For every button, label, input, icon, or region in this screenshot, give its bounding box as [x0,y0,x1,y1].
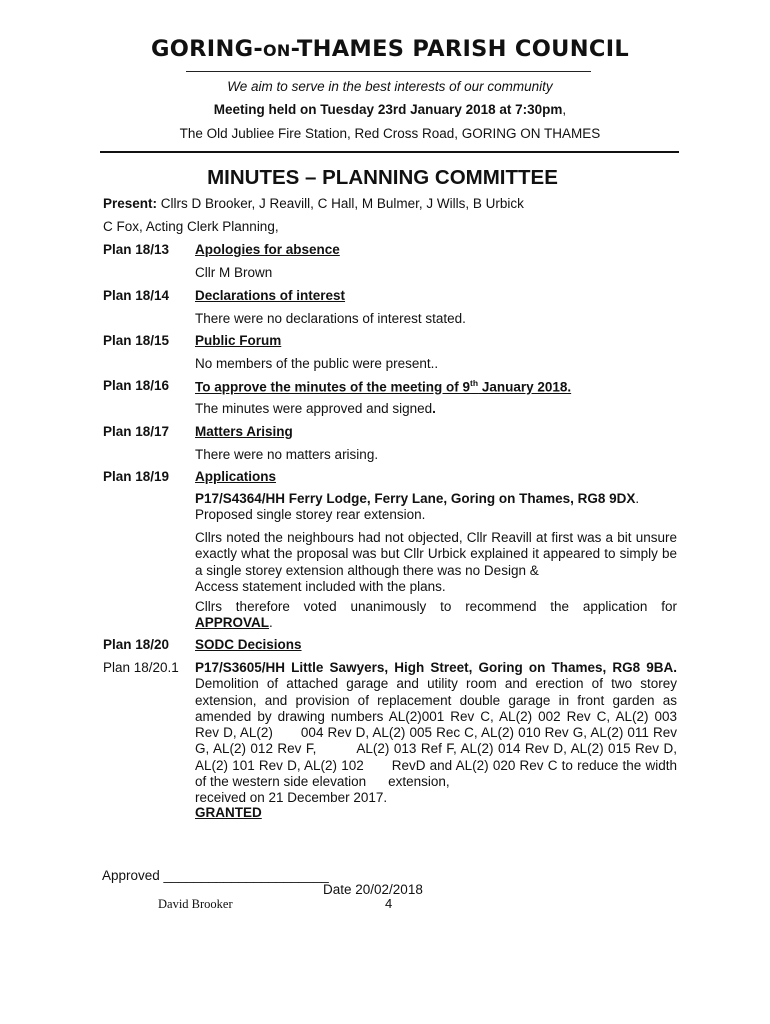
heading-part: January 2018. [478,379,572,395]
item-heading: Matters Arising [195,424,293,439]
item-number: Plan 18/17 [103,424,170,439]
application-ref-end: . [635,491,640,506]
council-name [0,36,770,62]
application-ref-text: P17/S4364/HH Ferry Lodge, Ferry Lane, Goring on Thames, RG8 9DX [195,491,636,506]
item-number: Plan 18/19 [103,469,170,484]
sodc-description: AL(2) 013 Ref F, AL(2) 014 Rev D, AL(2) 015 Rev D, AL(2) 101 Rev D, AL(2) 102 [195,741,677,773]
item-heading [195,378,571,395]
document-title: MINUTES – PLANNING COMMITTEE [207,166,558,189]
application-description: Proposed single storey rear extension. [195,507,426,523]
item-heading: Apologies for absence [195,242,340,257]
meeting-date: Meeting held on Tuesday 23rd January 2018 at 7:30pm [213,102,563,117]
item-heading: Public Forum [195,333,282,348]
present-line-2: C Fox, Acting Clerk Planning, [103,219,279,234]
item-number: Plan 18/16 [103,378,170,393]
vote-end: . [269,615,273,631]
sodc-decision: GRANTED [195,805,262,820]
application-discussion [195,530,677,595]
title-divider [100,151,679,153]
sodc-description: 004 Rev D, AL(2) 005 Rec C, AL(2) 010 Rev G, AL(2) 011 Rev G, AL(2) 012 Rev F, [195,725,678,757]
present-label: Present: [103,196,158,211]
item-text: Cllr M Brown [195,265,273,280]
sodc-description: Demolition of attached garage and utility room and erection of two storey extension, and provision of replacement double garage in front garden as amended by drawing numbers AL(2)001 Rev C, AL(2) 002 Rev C, AL(2) 003 Rev D, AL(2) [195,676,677,741]
vote-text: Cllrs therefore voted unanimously to recommend the application for [195,599,677,614]
heading-part: To approve the minutes of the meeting of 9 [195,379,471,395]
application-ref [195,491,677,524]
approved-line: Approved ______________________ [102,868,329,883]
item-number: Plan 18/13 [103,242,170,257]
item-heading: Declarations of interest [195,288,346,303]
meeting-venue: The Old Jubliee Fire Station, Red Cross Road, GORING ON THAMES [179,126,601,141]
item-text: There were no declarations of interest stated. [195,311,466,326]
item-number: Plan 18/14 [103,288,170,303]
meeting-suffix: , [562,102,567,117]
approval-date: Date 20/02/2018 [323,882,423,897]
sodc-description: extension, [388,774,450,790]
present-line [103,196,524,211]
present-members: Cllrs D Brooker, J Reavill, C Hall, M Bulmer, J Wills, B Urbick [157,196,524,211]
sodc-description: received on 21 December 2017. [195,790,388,806]
discussion-text: Access statement included with the plans. [195,578,446,594]
vote-decision: APPROVAL [195,615,270,631]
item-text: There were no matters arising. [195,447,379,462]
header-divider [186,71,591,72]
tagline: We aim to serve in the best interests of our community [227,79,553,94]
sodc-decision-text [195,660,677,807]
item-text-part: The minutes were approved and signed [195,401,433,416]
item-text [195,401,436,416]
meeting-details [0,102,770,117]
page-number: 4 [385,896,393,911]
sub-item-number: Plan 18/20.1 [103,660,179,675]
signatory-name: David Brooker [158,897,233,911]
item-heading: Applications [195,469,277,484]
sodc-ref: P17/S3605/HH Little Sawyers, High Street, Goring on Thames, RG8 9BA. [195,660,677,675]
item-text: No members of the public were present.. [195,356,439,371]
item-text-part: . [432,401,436,416]
item-number: Plan 18/20 [103,637,170,652]
item-number: Plan 18/15 [103,333,170,348]
item-heading: SODC Decisions [195,637,302,652]
council-name-part: ON [263,41,291,60]
discussion-text: Cllrs noted the neighbours had not objected, Cllr Reavill at first was a bit unsure exactly what the proposal was but Cllr Urbick explained it appeared to simply be a single storey extension although there was no Design & [195,530,677,578]
sodc-description: RevD and AL(2) 020 Rev C to reduce the width of the western side elevation [195,757,677,790]
heading-superscript: th [470,378,479,388]
application-vote [195,599,677,632]
council-name-part: GORING- [150,36,264,62]
council-name-part: -THAMES PARISH COUNCIL [290,36,629,62]
